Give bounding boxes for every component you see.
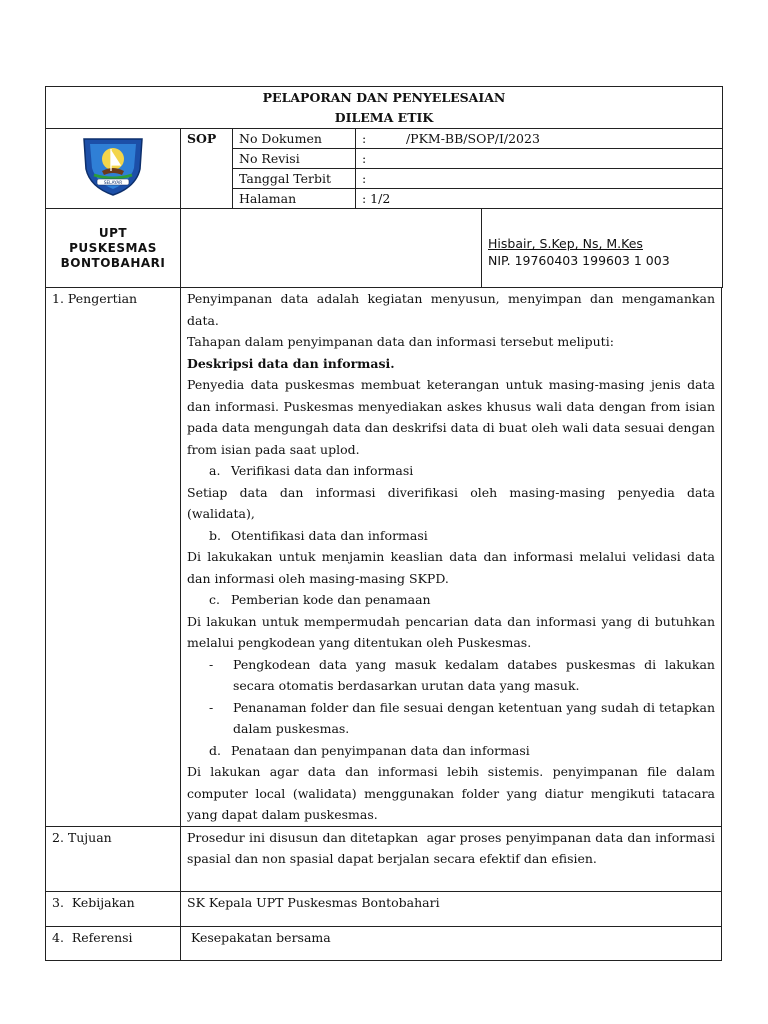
pengertian-p3: Penyedia data puskesmas membuat keterangan untuk masing-masing jenis data dan informasi. Puskesmas menyediakan askes khusus wali data dengan from isian pada data mengungah data dan deskrifsi data di buat oleh wali data sesuai dengan from isian pada saat uplod. xyxy=(187,377,715,457)
blank-stamp-cell xyxy=(181,209,482,288)
meta-value-tanggal-terbit: : xyxy=(356,169,723,189)
item-d-text: Di lakukan agar data dan informasi lebih sistemis. penyimpanan file dalam computer local (walidata) menggunakan folder yang diatur mengikuti tatacara yang dapat dalam puskesmas. xyxy=(187,764,715,822)
title-line-2: DILEMA ETIK xyxy=(334,110,434,125)
item-c-title-text: Pemberian kode dan penamaan xyxy=(231,592,431,607)
sop-label: SOP xyxy=(181,129,233,209)
tujuan-content xyxy=(181,826,722,891)
label-pengertian: 1. Pengertian xyxy=(46,288,181,827)
bullet-dash-2: - xyxy=(209,699,214,715)
unit-line-3: BONTOBAHARI xyxy=(60,255,166,270)
item-c-letter: c. xyxy=(209,592,220,607)
meta-label-tanggal-terbit: Tanggal Terbit xyxy=(233,169,356,189)
item-b-text: Di lakukakan untuk menjamin keaslian data dan informasi melalui velidasi data dan informasi oleh masing-masing SKPD. xyxy=(187,549,715,586)
meta-value-no-revisi: : xyxy=(356,149,723,169)
item-a-text: Setiap data dan informasi diverifikasi oleh masing-masing penyedia data (walidata), xyxy=(187,484,715,521)
signer-name: Hisbair, S.Kep, Ns, M.Kes xyxy=(488,236,643,251)
item-c-text: Di lakukan untuk mempermudah pencarian data dan informasi yang di butuhkan melalui pengkodean yang ditentukan oleh Puskesmas. xyxy=(187,613,715,650)
content-table xyxy=(45,287,722,961)
document-title xyxy=(46,87,723,129)
logo-cell xyxy=(46,129,181,209)
signer-nip: NIP. 19760403 199603 1 003 xyxy=(488,253,670,268)
item-d-letter: d. xyxy=(209,742,221,758)
meta-label-no-dokumen: No Dokumen xyxy=(233,129,356,149)
label-tujuan: 2. Tujuan xyxy=(46,826,181,891)
pengertian-p1: Penyimpanan data adalah kegiatan menyusun, menyimpan dan mengamankan data. xyxy=(187,291,715,328)
unit-name xyxy=(46,209,181,288)
pengertian-heading: Deskripsi data dan informasi. xyxy=(187,355,395,371)
meta-value-halaman: : 1/2 xyxy=(356,189,723,209)
unit-line-1: UPT xyxy=(98,225,128,240)
bullet-1-text: Pengkodean data yang masuk kedalam databes puskesmas di lakukan secara otomatis berdasarkan urutan data yang masuk. xyxy=(233,656,715,693)
kebijakan-content xyxy=(181,891,722,926)
kebijakan-text: SK Kepala UPT Puskesmas Bontobahari xyxy=(187,894,440,910)
item-a-title xyxy=(187,460,715,482)
sop-document xyxy=(45,86,722,961)
item-a-title-text: Verifikasi data dan informasi xyxy=(231,463,414,478)
item-a-letter: a. xyxy=(209,463,221,478)
item-d-title xyxy=(187,740,715,762)
label-kebijakan: 3. Kebijakan xyxy=(46,891,181,926)
meta-label-halaman: Halaman xyxy=(233,189,356,209)
bullet-2-text: Penanaman folder dan file sesuai dengan ketentuan yang sudah di tetapkan dalam puskesmas. xyxy=(233,699,715,736)
header-table xyxy=(45,86,723,288)
logo-text: SELAYAR xyxy=(103,180,123,185)
item-c-title xyxy=(187,589,715,611)
item-b-letter: b. xyxy=(209,527,221,543)
referensi-content xyxy=(181,926,722,960)
pengertian-p2: Tahapan dalam penyimpanan data dan informasi tersebut meliputi: xyxy=(187,334,614,349)
meta-label-no-revisi: No Revisi xyxy=(233,149,356,169)
signer-block xyxy=(482,209,723,288)
item-c-bullet-1 xyxy=(187,654,715,697)
item-b-title-text: Otentifikasi data dan informasi xyxy=(231,527,428,543)
regency-emblem-logo xyxy=(80,135,146,197)
tujuan-text: Prosedur ini disusun dan ditetapkan agar proses penyimpanan data dan informasi spasial dan non spasial dapat berjalan secara efektif dan efisien. xyxy=(187,829,719,866)
meta-value-no-dokumen: : /PKM-BB/SOP/I/2023 xyxy=(356,129,723,149)
title-line-1: PELAPORAN DAN PENYELESAIAN xyxy=(262,90,506,105)
pengertian-content xyxy=(181,288,722,827)
item-d-title-text: Penataan dan penyimpanan data dan informasi xyxy=(231,742,530,758)
item-c-bullet-2 xyxy=(187,697,715,740)
label-referensi: 4. Referensi xyxy=(46,926,181,960)
bullet-dash-1: - xyxy=(209,656,214,672)
item-b-title xyxy=(187,525,715,547)
unit-line-2: PUSKESMAS xyxy=(69,240,157,255)
referensi-text: Kesepakatan bersama xyxy=(187,929,331,945)
